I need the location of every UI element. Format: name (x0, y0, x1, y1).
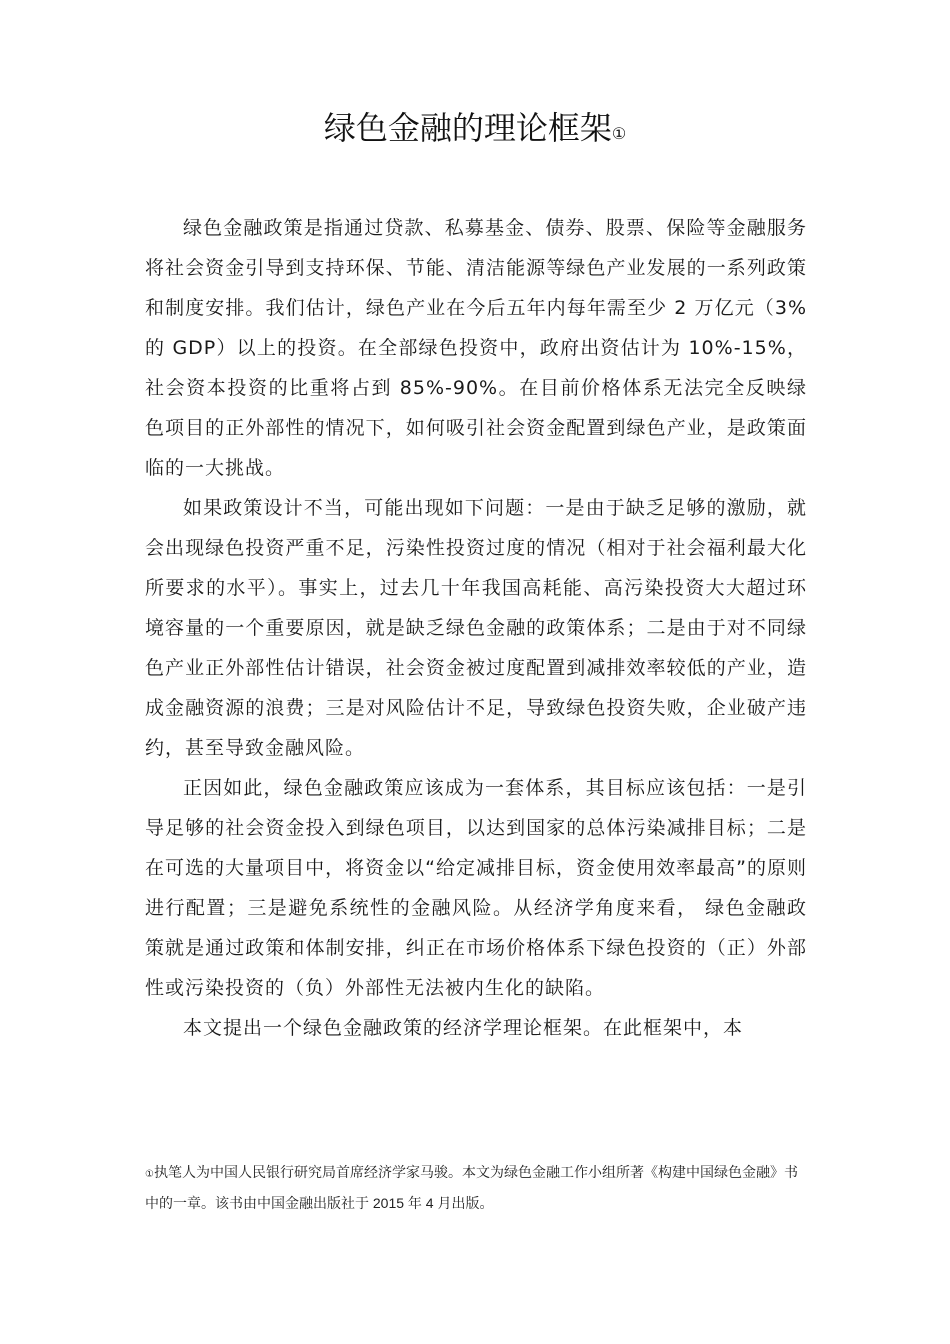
paragraph-3: 正因如此，绿色金融政策应该成为一套体系，其目标应该包括：一是引导足够的社会资金投入到绿色项目，以达到国家的总体污染减排目标；二是在可选的大量项目中，将资金以“给定减排目标，资金使用效率最高”的原则进行配置；三是避免系统性的金融风险。从经济学角度来看， 绿色金融政策就是通过政策和体制安排，纠正在市场价格体系下绿色投资的（正）外部性或污染投资的（负）外部性无法被内生化的缺陷。 (145, 777, 807, 999)
footnote (145, 1158, 810, 1217)
paragraph-4: 本文提出一个绿色金融政策的经济学理论框架。在此框架中，本 (183, 1017, 744, 1039)
title-footnote-mark[interactable]: ① (611, 124, 627, 143)
paragraph-2: 如果政策设计不当，可能出现如下问题：一是由于缺乏足够的激励，就会出现绿色投资严重不足，污染性投资过度的情况（相对于社会福利最大化所要求的水平）。事实上，过去几十年我国高耗能、高污染投资大大超过环境容量的一个重要原因，就是缺乏绿色金融的政策体系；二是由于对不同绿色产业正外部性估计错误，社会资金被过度配置到减排效率较低的产业，造成金融资源的浪费；三是对风险估计不足，导致绿色投资失败，企业破产违约，甚至导致金融风险。 (145, 497, 807, 759)
paragraph-1: 绿色金融政策是指通过贷款、私募基金、债券、股票、保险等金融服务将社会资金引导到支持环保、节能、清洁能源等绿色产业发展的一系列政策和制度安排。我们估计，绿色产业在今后五年内每年需至少 2 万亿元（3%的 GDP）以上的投资。在全部绿色投资中，政府出资估计为 10%-15%，社会资本投资的比重将占到 85%-90%。在目前价格体系无法完全反映绿色项目的正外部性的情况下，如何吸引社会资金配置到绿色产业，是政策面临的一大挑战。 (145, 217, 807, 479)
document-body (145, 208, 807, 1048)
document-title (0, 104, 950, 158)
footnote-mark: ① (145, 1169, 154, 1180)
title-text: 绿色金融的理论框架 (323, 109, 612, 147)
footnote-text: 执笔人为中国人民银行研究局首席经济学家马骏。本文为绿色金融工作小组所著《构建中国绿色金融》书中的一章。该书由中国金融出版社于 2015 年 4 月出版。 (145, 1164, 798, 1211)
